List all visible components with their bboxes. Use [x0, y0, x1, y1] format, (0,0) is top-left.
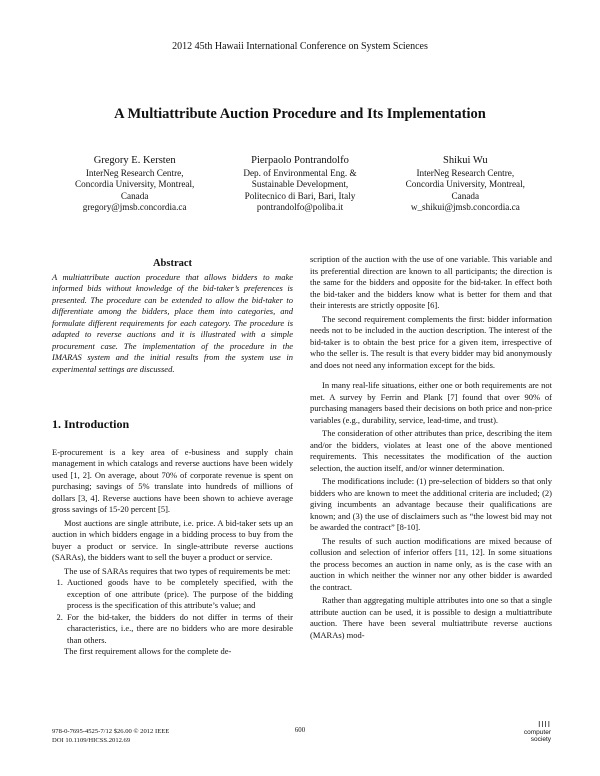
author-email: gregory@jmsb.concordia.ca — [82, 202, 187, 213]
logo-text: computer — [523, 729, 551, 736]
paragraph: The consideration of other attributes than price, describing the item and/or the bidders, violates at least one of the above mentioned requirements. This necessitates the modification of the auction selection, the auction itself, and/or winner determination. — [310, 428, 552, 473]
paragraph: The second requirement complements the first: bidder information needs not to be included in the auction description. The interest of the bid-taker is to obtain the best price for a given item, irrespective of who the seller is. The result is that every bidder may bid anonymously and does not need any information except for the bids. — [310, 313, 552, 370]
author-block — [52, 155, 548, 214]
author-name: Shikui Wu — [443, 155, 488, 166]
abstract-text: A multiattribute auction procedure that allows bidders to make informed bids without knowledge of the bid-taker’s preferences is presented. The procedure can be extended to allow the bid-taker to differentiate among the bidders, place them into categories, and formulate different requirements for each category. The procedure is adapted to reverse auctions and it is illustrated with a simple procurement case. The implementation of the procedure in the IMARAS system and the initial results from the system use in experimental settings are discussed. — [52, 271, 293, 374]
author-2 — [217, 155, 382, 214]
page-number: 600 — [294, 727, 306, 734]
author-affiliation: InterNeg Research Centre, — [416, 167, 515, 178]
list-item: 2. For the bid-taker, the bidders do not differ in terms of their characteristics, i.e., there are no bidders who are more desirable than others. — [65, 612, 293, 647]
section-heading: 1. Introduction — [52, 417, 130, 431]
paragraph: scription of the auction with the use of one variable. This variable and its preferential direction are known to all participants; the direction is the same for the bidders and opposite for the bid-taker. In effect both the bid-taker and the bidders know what is better for them and that their interests are strictly opposite [6]. — [310, 254, 552, 310]
author-affiliation: Concordia University, Montreal, — [405, 179, 525, 190]
list-item: 1. Auctioned goods have to be completely specified, with the exception of one attribute (price). The purpose of the bidding process is the specification of this attribute’s value; and — [65, 577, 293, 612]
left-column — [52, 258, 293, 658]
logo-mark-icon: IIII — [538, 720, 551, 729]
author-1 — [52, 155, 217, 214]
doi-line: DOI 10.1109/HICSS.2012.69 — [52, 737, 131, 744]
author-affiliation: InterNeg Research Centre, — [85, 167, 184, 178]
author-affiliation: Concordia University, Montreal, — [75, 179, 195, 190]
author-affiliation: Politecnico di Bari, Bari, Italy — [244, 190, 356, 201]
paragraph: The results of such auction modifications are mixed because of collusion and selection of inferior offers [11, 12]. In some situations the process becomes an auction in name only, as is the case with an auction in which neither the winner nor any other bidder is awarded the contract. — [310, 535, 552, 592]
author-name: Pierpaolo Pontrandolfo — [251, 155, 349, 166]
paragraph: The modifications include: (1) pre-selection of bidders so that only bidders who are known to meet the additional criteria are included; (2) giving incumbents an advantage because their qualifications are known; and (3) the use of disclaimers such as “the lowest bid may not be awarded the contract” [8-10]. — [310, 476, 552, 532]
paragraph: The first requirement allows for the complete de- — [64, 646, 232, 656]
paragraph: The use of SARAs requires that two types of requirements be met: — [64, 565, 291, 576]
paragraph: In many real-life situations, either one or both requirements are not met. A survey by Ferrin and Plank [7] found that over 90% of purchasing managers based their decisions on both price and non-price variables (e.g., durability, service, lead-time, and trust). — [310, 380, 552, 425]
author-affiliation: Sustainable Development, — [251, 179, 349, 190]
isbn-line: 978-0-7695-4525-7/12 $26.00 © 2012 IEEE — [52, 728, 170, 735]
paragraph: Rather than aggregating multiple attributes into one so that a single attribute auction can be used, it is possible to design a multiattribute auction. There have been several multiattribute reverse auctions (MARAs) mod- — [310, 595, 552, 640]
author-affiliation: Canada — [451, 190, 480, 201]
abstract-heading: Abstract — [152, 258, 193, 269]
author-3 — [383, 155, 548, 214]
author-name: Gregory E. Kersten — [93, 155, 176, 166]
author-email: pontrandolfo@poliba.it — [256, 202, 344, 213]
computer-society-logo — [505, 721, 551, 751]
conference-header: 2012 45th Hawaii International Conference on System Sciences — [172, 41, 428, 52]
author-affiliation: Dep. of Environmental Eng. & — [243, 167, 357, 178]
paragraph: Most auctions are single attribute, i.e. price. A bid-taker sets up an auction in which bidders engage in a bidding process to buy from the buyer a product or service. In single-attribute reverse auctions (SARAs), the bidders want to sell the buyer a product or service. — [52, 517, 293, 562]
paragraph: E-procurement is a key area of e-business and supply chain management in which catalogs and reverse auctions have been widely used [1, 2]. On average, about 70% of corporate revenue is spent on purchasing; savings of 5% translate into hundreds of millions of dollars [3, 4]. Reverse auctions have been shown to achieve average gross savings of 15-20 percent [5]. — [52, 446, 293, 514]
author-affiliation: Canada — [120, 190, 149, 201]
paper-title: A Multiattribute Auction Procedure and Its Implementation — [114, 106, 486, 122]
right-column — [310, 254, 552, 641]
logo-text: society — [530, 736, 551, 743]
author-email: w_shikui@jmsb.concordia.ca — [410, 202, 520, 213]
requirements-list — [52, 577, 293, 646]
